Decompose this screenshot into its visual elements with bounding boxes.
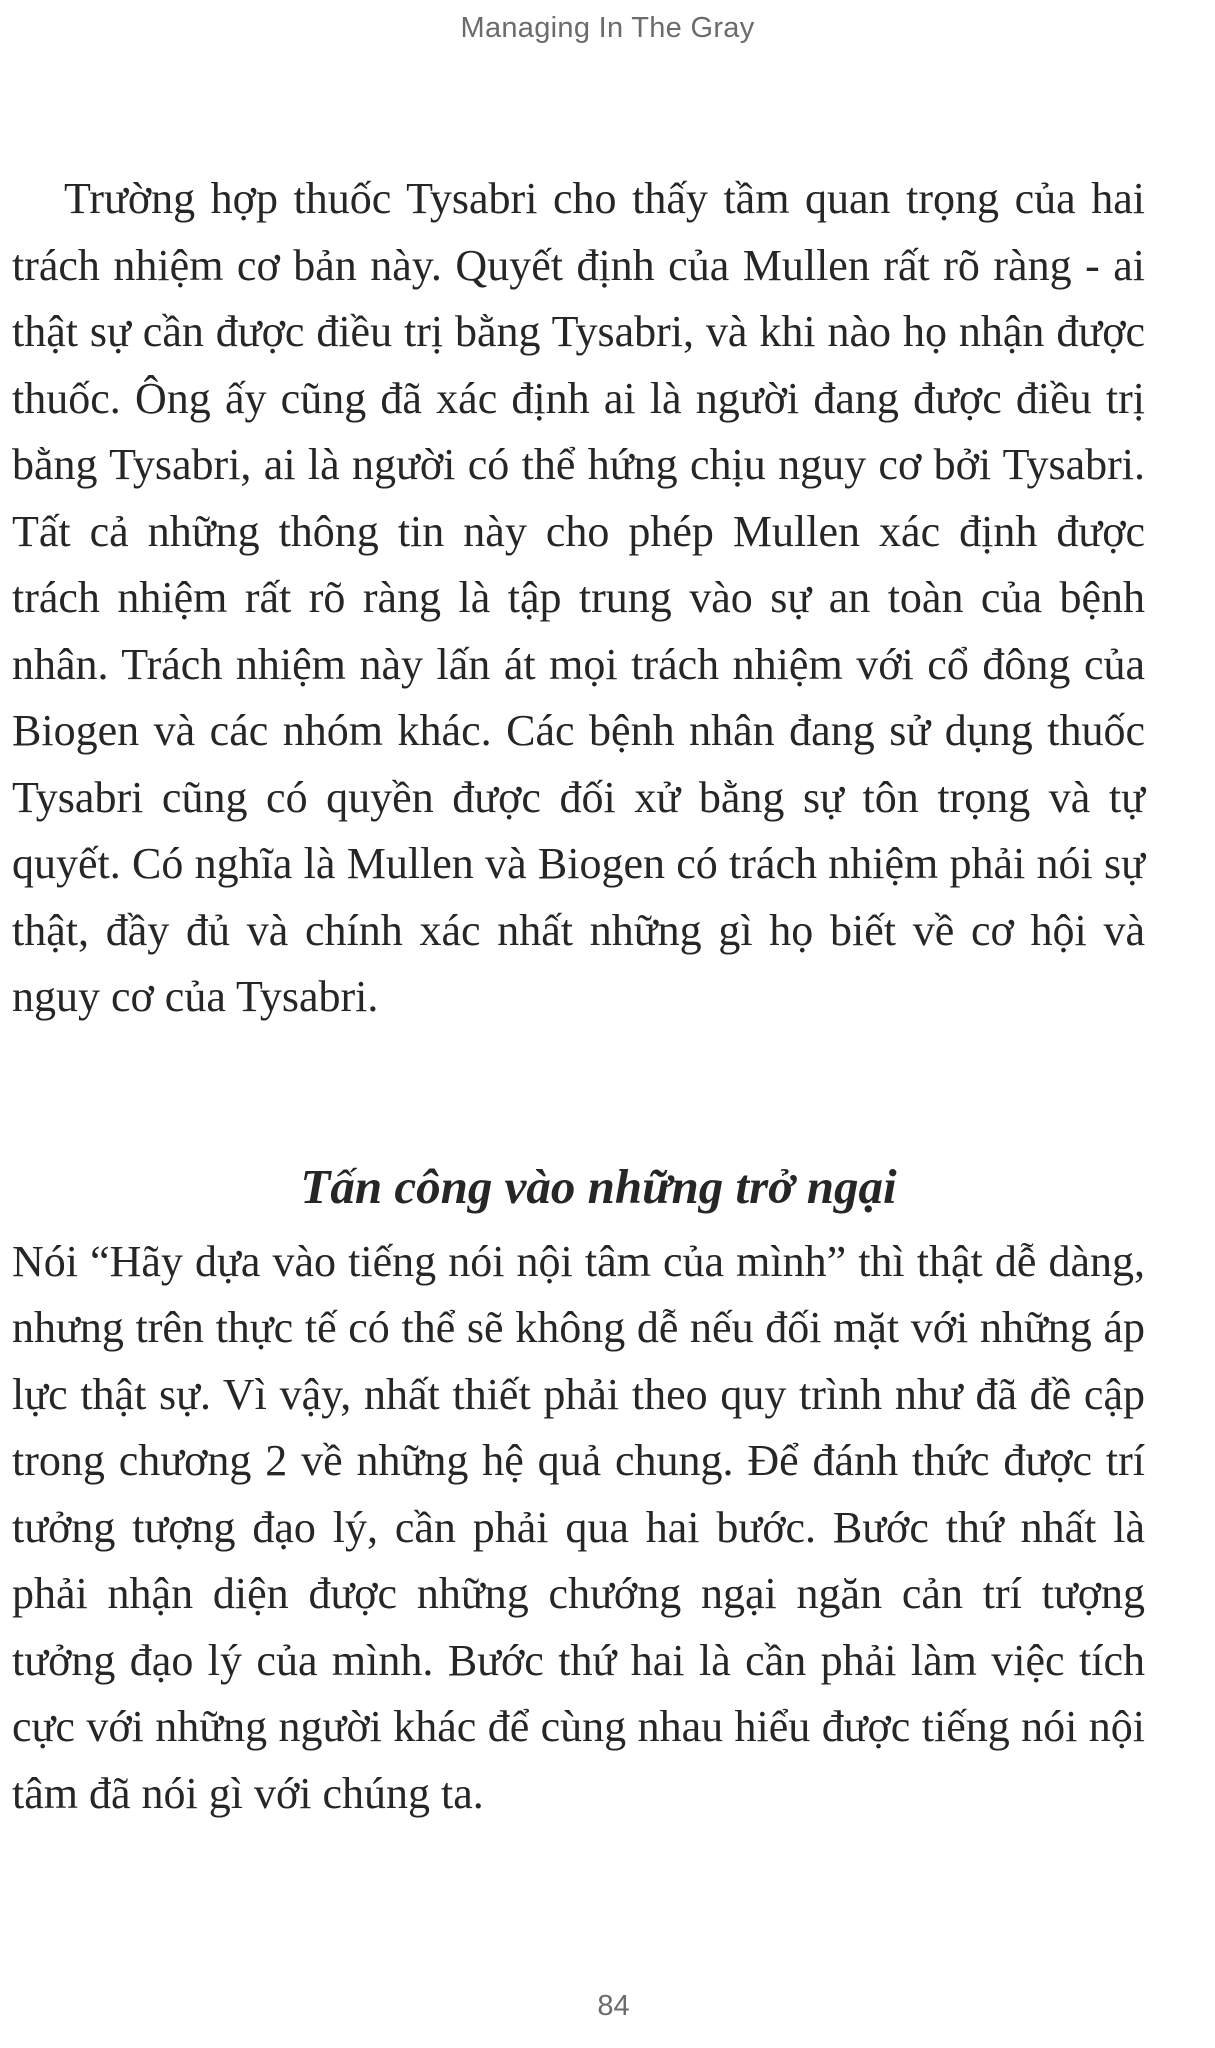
section-heading: Tấn công vào những trở ngại (300, 1158, 897, 1214)
running-header: Managing In The Gray (460, 12, 755, 44)
page-body (12, 166, 1145, 1827)
body-paragraph-2: Nói “Hãy dựa vào tiếng nói nội tâm của mình” thì thật dễ dàng, nhưng trên thực tế có thể sẽ không dễ nếu đối mặt với những áp lực thật sự. Vì vậy, nhất thiết phải theo quy trình như đã đề cập trong chương 2 về những hệ quả chung. Để đánh thức được trí tưởng tượng đạo lý, cần phải qua hai bước. Bước thứ nhất là phải nhận diện được những chướng ngại ngăn cản trí tượng tưởng đạo lý của mình. Bước thứ hai là cần phải làm việc tích cực với những người khác để cùng nhau hiểu được tiếng nói nội tâm đã nói gì với chúng ta. (12, 1236, 1145, 1818)
page-number: 84 (597, 1990, 630, 2022)
body-paragraph-1: Trường hợp thuốc Tysabri cho thấy tầm quan trọng của hai trách nhiệm cơ bản này. Quyết định của Mullen rất rõ ràng - ai thật sự cần được điều trị bằng Tysabri, và khi nào họ nhận được thuốc. Ông ấy cũng đã xác định ai là người đang được điều trị bằng Tysabri, ai là người có thể hứng chịu nguy cơ bởi Tysabri. Tất cả những thông tin này cho phép Mullen xác định được trách nhiệm rất rõ ràng là tập trung vào sự an toàn của bệnh nhân. Trách nhiệm này lấn át mọi trách nhiệm với cổ đông của Biogen và các nhóm khác. Các bệnh nhân đang sử dụng thuốc Tysabri cũng có quyền được đối xử bằng sự tôn trọng và tự quyết. Có nghĩa là Mullen và Biogen có trách nhiệm phải nói sự thật, đầy đủ và chính xác nhất những gì họ biết về cơ hội và nguy cơ của Tysabri. (12, 174, 1145, 1021)
